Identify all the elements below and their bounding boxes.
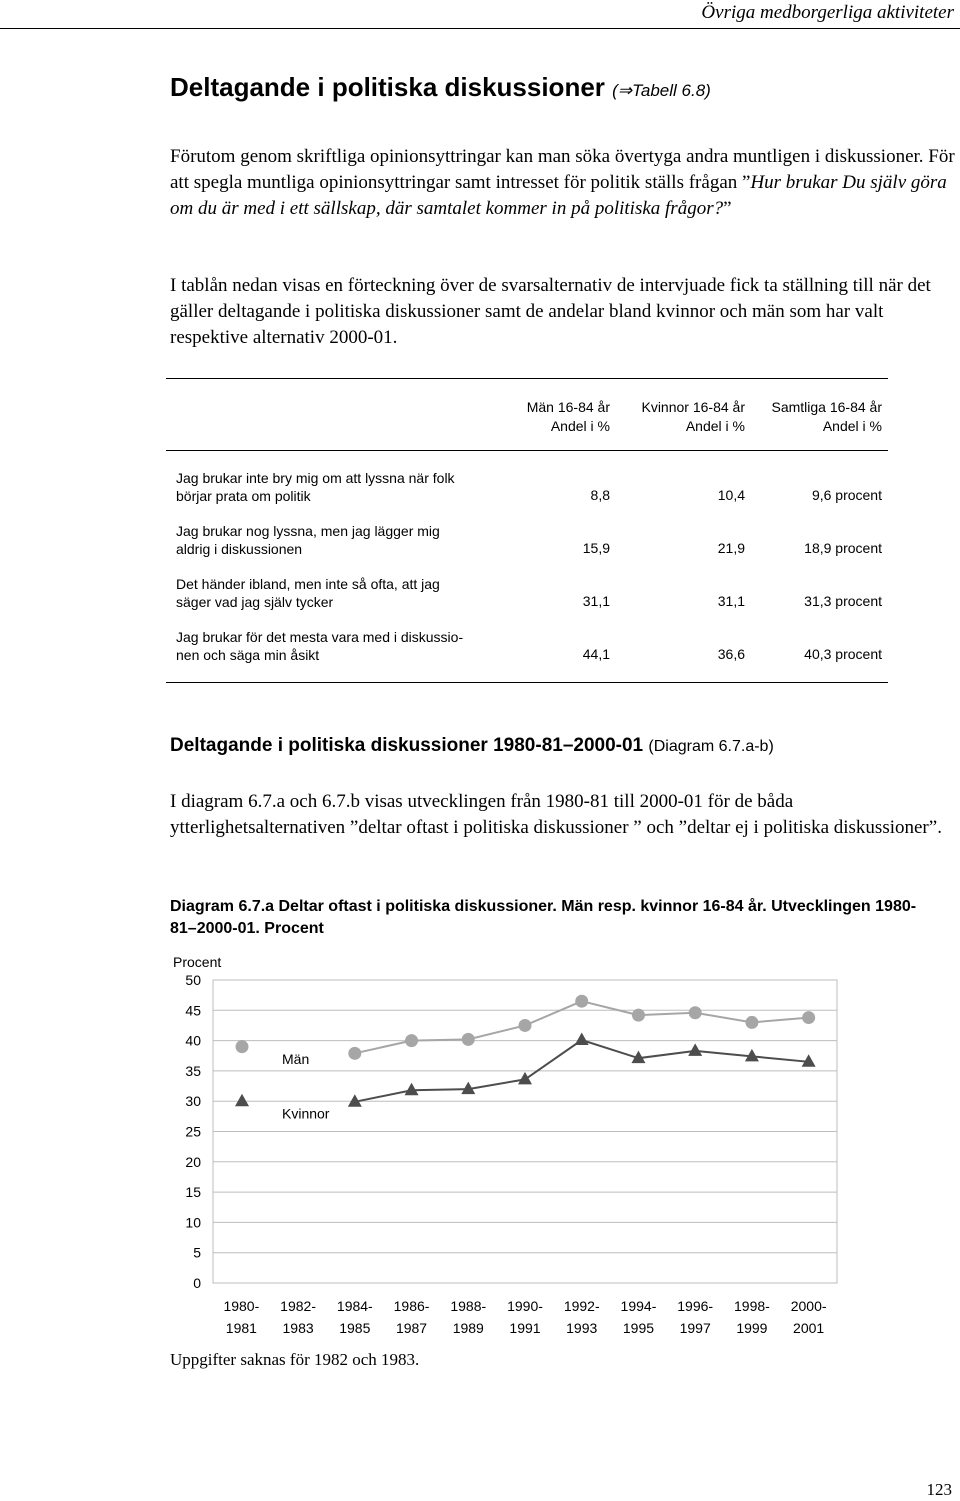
table-bottom-rule bbox=[166, 682, 888, 683]
data-point-men bbox=[802, 1011, 815, 1024]
x-tick-label: 1995 bbox=[622, 1320, 655, 1336]
x-tick-label: 1989 bbox=[452, 1320, 484, 1336]
cell-all: 31,3 procent bbox=[804, 593, 882, 609]
cell-men: 31,1 bbox=[582, 593, 610, 609]
row-label bbox=[176, 575, 536, 611]
x-tick-label: 1998- bbox=[734, 1298, 770, 1314]
data-point-men bbox=[689, 1006, 702, 1019]
x-tick-label: 1993 bbox=[566, 1320, 598, 1336]
x-tick-label: 1992- bbox=[563, 1298, 600, 1314]
cell-men: 15,9 bbox=[582, 540, 610, 556]
row-label bbox=[176, 522, 536, 558]
cell-men: 8,8 bbox=[590, 487, 610, 503]
x-tick-label: 1991 bbox=[509, 1320, 541, 1336]
data-point-men bbox=[745, 1016, 758, 1029]
running-header: Övriga medborgerliga aktiviteter bbox=[701, 2, 954, 23]
col-header-men bbox=[490, 398, 610, 436]
section-subtitle bbox=[170, 735, 774, 757]
x-tick-label: 1983 bbox=[282, 1320, 314, 1336]
section-title bbox=[170, 72, 711, 103]
row-label bbox=[176, 628, 536, 664]
data-point-men bbox=[632, 1009, 645, 1022]
col-header-all bbox=[740, 398, 882, 436]
row-label-line: aldrig i diskussionen bbox=[176, 541, 303, 557]
data-point-women bbox=[518, 1072, 532, 1085]
cell-women: 10,4 bbox=[717, 487, 745, 503]
x-tick-label: 1994- bbox=[620, 1298, 657, 1314]
survey-question: Hur brukar Du själv göra om du är med i ett sällskap, där samtalet kommer in på politiska frågor? bbox=[170, 172, 947, 219]
x-tick-label: 1988- bbox=[450, 1298, 487, 1314]
table-header-rule bbox=[166, 450, 888, 451]
y-tick-label: 0 bbox=[193, 1275, 201, 1291]
data-point-women bbox=[405, 1083, 419, 1096]
col-header-line2: Andel i % bbox=[550, 418, 610, 434]
data-point-men bbox=[575, 995, 588, 1008]
cell-men: 44,1 bbox=[582, 646, 610, 662]
legend-marker bbox=[236, 1040, 249, 1053]
x-tick-label: 1982- bbox=[280, 1298, 316, 1314]
line-chart bbox=[160, 950, 860, 1342]
table-intro-paragraph: I tablån nedan visas en förteckning över de svarsalternativ de intervjuade fick ta ställning till när det gäller deltagande i politiska diskussioner samt de andelar bland kvinnor och män som har valt respektive alternativ 2000-01. bbox=[170, 275, 931, 348]
y-axis-title: Procent bbox=[173, 954, 222, 970]
col-header-line1: Kvinnor 16-84 år bbox=[641, 399, 745, 415]
x-tick-label: 2000- bbox=[790, 1298, 827, 1314]
x-tick-label: 1984- bbox=[336, 1298, 373, 1314]
y-tick-label: 50 bbox=[185, 972, 201, 988]
x-tick-label: 1987 bbox=[395, 1320, 428, 1336]
x-tick-label: 1999 bbox=[736, 1320, 768, 1336]
table-reference: (⇒Tabell 6.8) bbox=[612, 81, 711, 100]
y-tick-label: 35 bbox=[185, 1062, 201, 1079]
row-label-line: säger vad jag själv tycker bbox=[176, 594, 334, 610]
col-header-line2: Andel i % bbox=[685, 418, 745, 434]
data-point-men bbox=[348, 1047, 361, 1060]
y-tick-label: 10 bbox=[185, 1214, 201, 1231]
legend-label: Kvinnor bbox=[282, 1105, 330, 1122]
data-point-men bbox=[462, 1033, 475, 1046]
header-rule bbox=[0, 28, 960, 29]
intro-paragraph bbox=[170, 144, 960, 222]
cell-all: 9,6 procent bbox=[811, 487, 882, 503]
y-tick-label: 45 bbox=[185, 1002, 201, 1019]
page-number: 123 bbox=[926, 1480, 952, 1499]
row-label bbox=[176, 469, 536, 505]
diagram-intro-paragraph: I diagram 6.7.a och 6.7.b visas utvecklingen från 1980-81 till 2000-01 för de båda ytterlighetsalternativen ”deltar oftast i politiska diskussioner ” och ”deltar ej i politiska diskussioner”. bbox=[170, 791, 942, 838]
data-point-women bbox=[688, 1043, 702, 1056]
col-header-line1: Samtliga 16-84 år bbox=[771, 399, 882, 415]
section-title-text: Deltagande i politiska diskussioner bbox=[170, 72, 605, 102]
cell-all: 18,9 procent bbox=[804, 540, 882, 556]
x-tick-label: 1981 bbox=[225, 1320, 257, 1336]
y-tick-label: 20 bbox=[185, 1153, 201, 1170]
chart-caption: Diagram 6.7.a Deltar oftast i politiska diskussioner. Män resp. kvinnor 16-84 år. Utvecklingen 1980-81–2000-01. Procent bbox=[170, 898, 917, 937]
x-tick-label: 1980- bbox=[223, 1298, 260, 1314]
row-label-line: Jag brukar inte bry mig om att lyssna när folk bbox=[176, 470, 455, 486]
x-tick-label: 1986- bbox=[393, 1298, 430, 1314]
table-top-rule bbox=[166, 378, 888, 379]
cell-women: 21,9 bbox=[717, 540, 745, 556]
data-point-men bbox=[519, 1019, 532, 1032]
data-point-women bbox=[575, 1032, 589, 1045]
closing-quote: ” bbox=[723, 198, 732, 219]
x-tick-label: 1990- bbox=[507, 1298, 543, 1314]
x-tick-label: 2001 bbox=[793, 1320, 825, 1336]
series-line-men bbox=[355, 1001, 809, 1053]
col-header-women bbox=[615, 398, 745, 436]
cell-women: 31,1 bbox=[717, 593, 745, 609]
col-header-line2: Andel i % bbox=[822, 418, 882, 434]
chart-note: Uppgifter saknas för 1982 och 1983. bbox=[170, 1350, 420, 1369]
y-tick-label: 5 bbox=[193, 1244, 201, 1261]
intro-text: Förutom genom skriftliga opinionsyttringar kan man söka övertyga andra muntligen i diskussioner. För att spegla muntliga opinionsyttringar samt intresset för politik ställs frågan ” bbox=[170, 146, 955, 193]
legend-label: Män bbox=[282, 1050, 310, 1067]
col-header-line1: Män 16-84 år bbox=[526, 399, 610, 415]
row-label-line: Jag brukar för det mesta vara med i diskussio- bbox=[176, 629, 464, 645]
x-tick-label: 1985 bbox=[339, 1320, 371, 1336]
y-tick-label: 30 bbox=[185, 1093, 201, 1110]
legend-marker bbox=[235, 1094, 249, 1107]
row-label-line: Jag brukar nog lyssna, men jag lägger mig bbox=[176, 523, 440, 539]
cell-women: 36,6 bbox=[717, 646, 745, 662]
x-tick-label: 1997 bbox=[679, 1320, 711, 1336]
row-label-line: Det händer ibland, men inte så ofta, att jag bbox=[176, 576, 440, 592]
cell-all: 40,3 procent bbox=[804, 646, 882, 662]
y-tick-label: 15 bbox=[185, 1184, 201, 1201]
y-tick-label: 25 bbox=[185, 1123, 201, 1140]
diagram-reference: (Diagram 6.7.a-b) bbox=[648, 738, 774, 755]
row-label-line: börjar prata om politik bbox=[176, 488, 311, 504]
y-tick-label: 40 bbox=[185, 1032, 201, 1049]
data-point-men bbox=[405, 1034, 418, 1047]
row-label-line: nen och säga min åsikt bbox=[176, 647, 320, 663]
subtitle-text: Deltagande i politiska diskussioner 1980-81–2000-01 bbox=[170, 735, 644, 756]
x-tick-label: 1996- bbox=[677, 1298, 714, 1314]
